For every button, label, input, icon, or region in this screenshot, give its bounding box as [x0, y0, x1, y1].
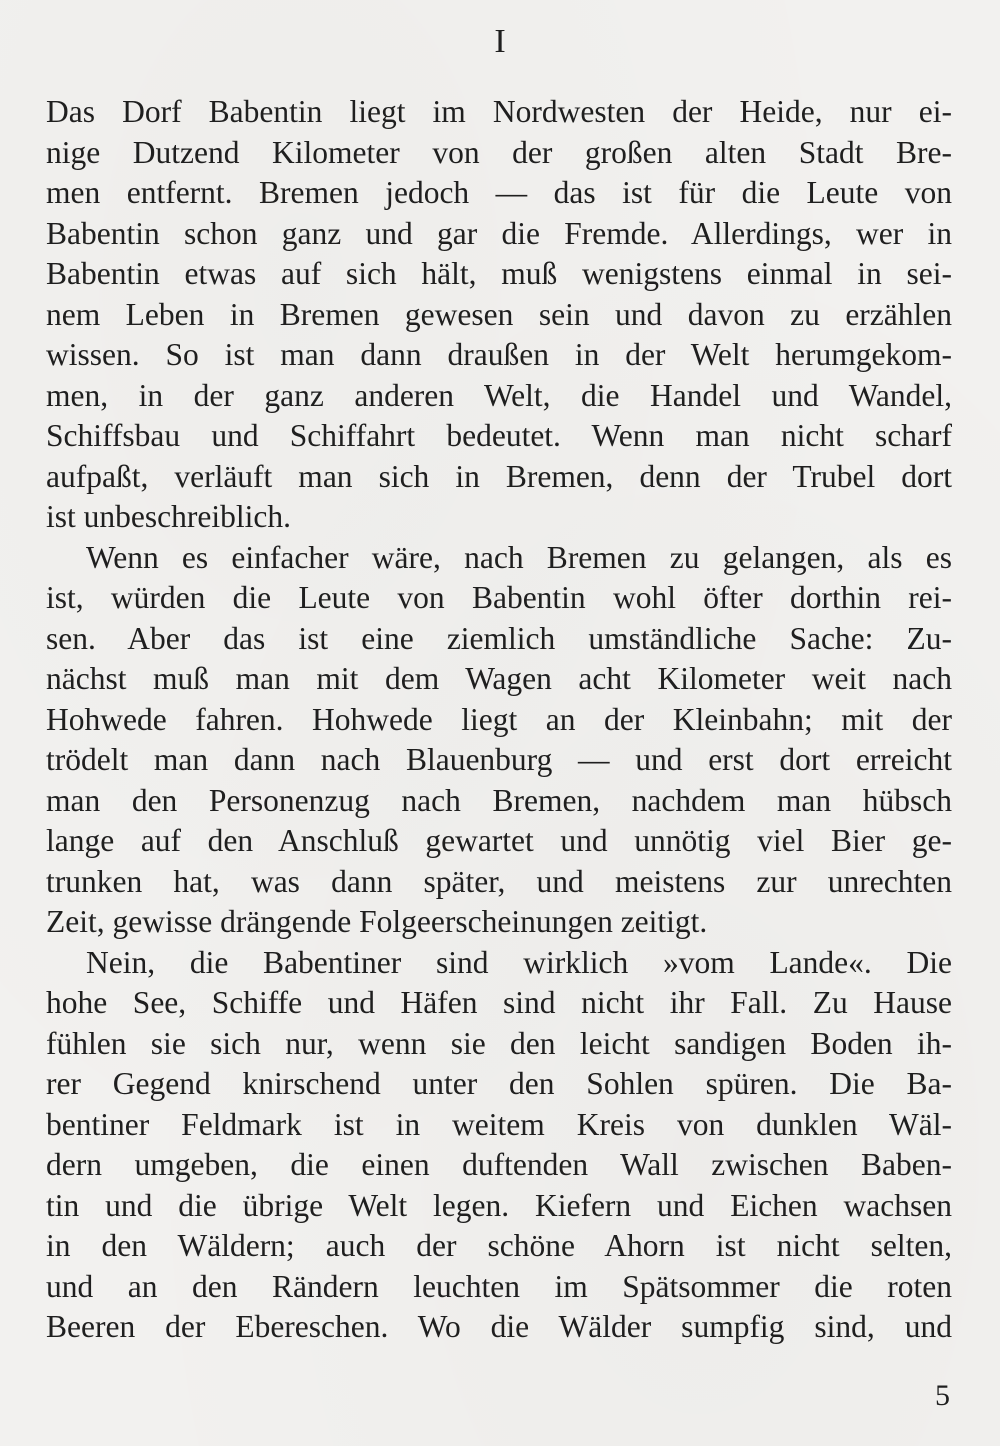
text-line: Das Dorf Babentin liegt im Nordwesten der Heide, nur ei- — [46, 94, 952, 129]
page-number: 5 — [935, 1379, 950, 1412]
text-line: trunken hat, was dann später, und meistens zur unrechten — [46, 863, 952, 899]
text-line: nige Dutzend Kilometer von der großen alten Stadt Bre- — [46, 134, 952, 170]
chapter-number: I — [494, 23, 506, 60]
text-line: Schiffsbau und Schiffahrt bedeutet. Wenn man nicht scharf — [46, 418, 952, 453]
text-line: Zeit, gewisse drängende Folgeerscheinungen zeitigt. — [46, 904, 708, 939]
text-line: und an den Rändern leuchten im Spätsommer die roten — [46, 1268, 952, 1304]
text-line: aufpaßt, verläuft man sich in Bremen, denn der Trubel dort — [46, 458, 952, 494]
text-line: Nein, die Babentiner sind wirklich »vom Lande«. Die — [86, 944, 952, 980]
text-line: Hohwede fahren. Hohwede liegt an der Kleinbahn; mit der — [46, 701, 952, 737]
text-line: fühlen sie sich nur, wenn sie den leicht sandigen Boden ih- — [46, 1025, 952, 1061]
text-line: rer Gegend knirschend unter den Sohlen spüren. Die Ba- — [46, 1066, 952, 1101]
text-line: sen. Aber das ist eine ziemlich umständliche Sache: Zu- — [46, 620, 952, 656]
text-line: man den Personenzug nach Bremen, nachdem man hübsch — [46, 782, 952, 818]
text-line: men, in der ganz anderen Welt, die Handel und Wandel, — [46, 377, 952, 413]
text-line: ist unbeschreiblich. — [46, 499, 291, 534]
text-line: Beeren der Ebereschen. Wo die Wälder sumpfig sind, und — [46, 1309, 952, 1344]
text-line: men entfernt. Bremen jedoch — das ist für die Leute von — [46, 175, 952, 210]
text-line: lange auf den Anschluß gewartet und unnötig viel Bier ge- — [46, 823, 952, 858]
text-line: tin und die übrige Welt legen. Kiefern und Eichen wachsen — [46, 1187, 952, 1223]
text-line: Babentin etwas auf sich hält, muß wenigstens einmal in sei- — [46, 256, 952, 291]
text-line: trödelt man dann nach Blauenburg — und erst dort erreicht — [46, 742, 952, 777]
text-line: ist, würden die Leute von Babentin wohl öfter dorthin rei- — [46, 580, 952, 615]
text-line: wissen. So ist man dann draußen in der Welt herumgekom- — [46, 337, 952, 372]
text-line: Wenn es einfacher wäre, nach Bremen zu gelangen, als es — [86, 539, 952, 575]
text-line: nächst muß man mit dem Wagen acht Kilometer weit nach — [46, 661, 952, 696]
body-text — [46, 92, 952, 1348]
text-line: dern umgeben, die einen duftenden Wall zwischen Baben- — [46, 1147, 952, 1182]
text-line: nem Leben in Bremen gewesen sein und davon zu erzählen — [46, 296, 952, 332]
text-line: hohe See, Schiffe und Häfen sind nicht ihr Fall. Zu Hause — [46, 985, 952, 1020]
text-line: Babentin schon ganz und gar die Fremde. Allerdings, wer in — [46, 215, 952, 251]
text-line: in den Wäldern; auch der schöne Ahorn ist nicht selten, — [46, 1228, 952, 1263]
text-line: bentiner Feldmark ist in weitem Kreis von dunklen Wäl- — [46, 1106, 952, 1142]
